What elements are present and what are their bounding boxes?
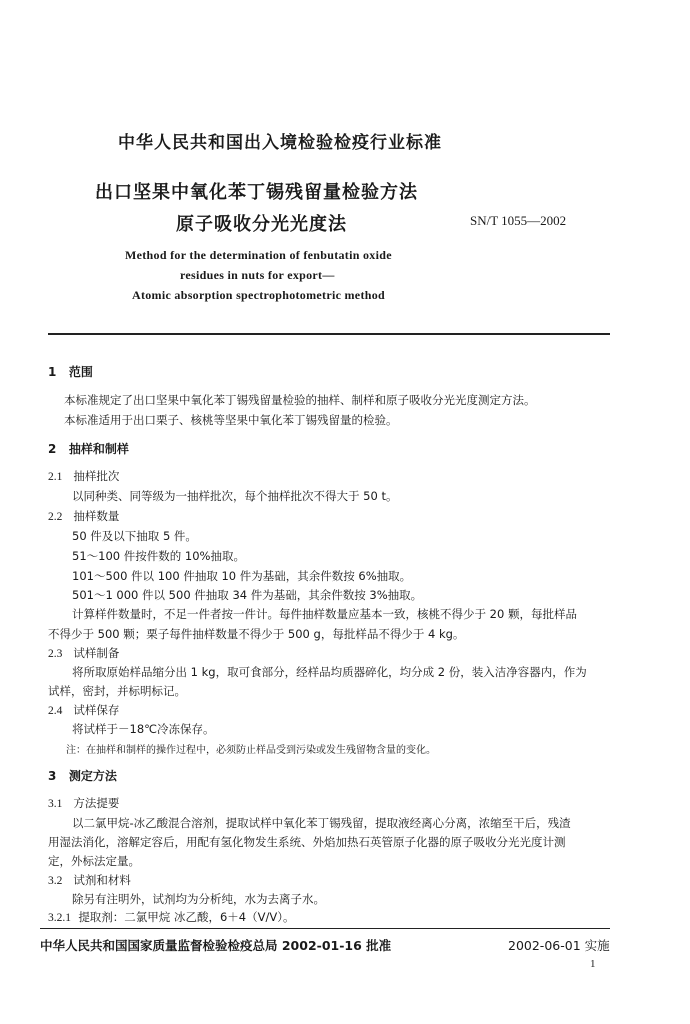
subsection-title: 抽样批次: [73, 469, 120, 483]
footer-effective-date: 2002-06-01 实施: [508, 938, 610, 953]
subsection-3-1-heading: [48, 795, 119, 811]
subsection-2-1-text: 以同种类、同等级为一抽样批次，每个抽样批次不得大于 50 t。: [72, 489, 398, 503]
section-number: 1: [48, 365, 57, 379]
standard-title-en-line3: Atomic absorption spectrophotometric method: [132, 288, 385, 302]
sampling-note: 注：在抽样和制样的操作过程中，必须防止样品受到污染或发生残留物含量的变化。: [66, 745, 436, 756]
sampling-quantity-item: 101～500 件以 100 件抽取 10 件为基础，其余件数按 6%抽取。: [72, 569, 412, 583]
section-title: 测定方法: [68, 769, 117, 783]
header-divider: [48, 333, 610, 335]
sampling-quantity-item: 50 件及以下抽取 5 件。: [72, 529, 197, 543]
subsection-title: 试剂和材料: [73, 873, 131, 887]
subsection-2-3-heading: [48, 645, 119, 661]
subsection-2-3-line2: 试样，密封，并标明标记。: [48, 684, 186, 698]
subsection-title: 试样保存: [73, 703, 120, 717]
section-number: 2: [48, 442, 57, 456]
page-number: 1: [590, 958, 596, 970]
subsection-3-1-line1: 以二氯甲烷-冰乙酸混合溶剂，提取试样中氧化苯丁锡残留，提取液经离心分离，浓缩至干后，残渣: [72, 816, 571, 830]
section-number: 3: [48, 769, 57, 783]
section-1-heading: [48, 363, 93, 380]
section-title: 范围: [68, 365, 93, 379]
subsection-number: 2.2: [48, 511, 63, 523]
subsection-2-2-para-line1: 计算样件数量时，不足一件者按一件计。每件抽样数量应基本一致，核桃不得少于 20 颗，每批样品: [72, 607, 577, 621]
sampling-quantity-item: 51～100 件按件数的 10%抽取。: [72, 549, 245, 563]
subsection-number: 2.1: [48, 471, 63, 483]
standard-title-en-line1: Method for the determination of fenbutatin oxide: [125, 248, 392, 262]
sampling-quantity-item: 501～1 000 件以 500 件抽取 34 件为基础，其余件数按 3%抽取。: [72, 588, 423, 602]
section-2-heading: [48, 440, 129, 457]
subsection-text: 提取剂：二氯甲烷 冰乙酸，6＋4（V/V）。: [78, 910, 295, 924]
section-1-para-1: 本标准规定了出口坚果中氧化苯丁锡残留量检验的抽样、制样和原子吸收分光光度测定方法。: [64, 393, 536, 407]
subsection-3-2-heading: [48, 872, 131, 888]
subsection-3-2-text: 除另有注明外，试剂均为分析纯，水为去离子水。: [72, 892, 325, 906]
subsection-3-1-line3: 定，外标法定量。: [48, 854, 140, 868]
footer-divider: [40, 928, 610, 929]
subsection-number: 2.3: [48, 648, 63, 660]
subsection-2-1-heading: [48, 468, 119, 484]
subsection-2-3-line1: 将所取原始样品缩分出 1 kg，取可食部分，经样品均质器碎化，均分成 2 份，装入洁净容器内，作为: [72, 665, 587, 679]
standard-number: SN/T 1055—2002: [470, 213, 567, 228]
subsection-2-2-para-line2: 不得少于 500 颗；栗子每件抽样数量不得少于 500 g，每批样品不得少于 4 kg。: [48, 627, 465, 641]
subsection-title: 试样制备: [73, 646, 120, 660]
standard-title-en-line2: residues in nuts for export—: [180, 268, 335, 282]
subsection-number: 3.1: [48, 798, 63, 810]
standard-title-cn-line2: 原子吸收分光光度法: [176, 214, 347, 235]
subsection-3-1-line2: 用湿法消化，溶解定容后，用配有氢化物发生系统、外焰加热石英管原子化器的原子吸收分光光度计测: [48, 835, 566, 849]
section-3-heading: [48, 767, 117, 784]
section-title: 抽样和制样: [68, 442, 129, 456]
standard-title-cn-line1: 出口坚果中氧化苯丁锡残留量检验方法: [95, 182, 418, 203]
subsection-number: 3.2: [48, 875, 63, 887]
subsection-2-4-heading: [48, 702, 119, 718]
subsection-3-2-1: [48, 909, 294, 925]
subsection-title: 方法提要: [73, 796, 120, 810]
section-1-para-2: 本标准适用于出口栗子、核桃等坚果中氧化苯丁锡残留量的检验。: [64, 413, 398, 427]
subsection-2-4-text: 将试样于－18℃冷冻保存。: [72, 722, 215, 736]
footer-issuer-approval: 中华人民共和国国家质量监督检验检疫总局 2002-01-16 批准: [40, 938, 392, 953]
subsection-number: 2.4: [48, 705, 63, 717]
subsection-2-2-heading: [48, 508, 119, 524]
subsection-title: 抽样数量: [73, 509, 120, 523]
subsection-number: 3.2.1: [48, 912, 71, 924]
issuer-title: 中华人民共和国出入境检验检疫行业标准: [118, 133, 442, 153]
